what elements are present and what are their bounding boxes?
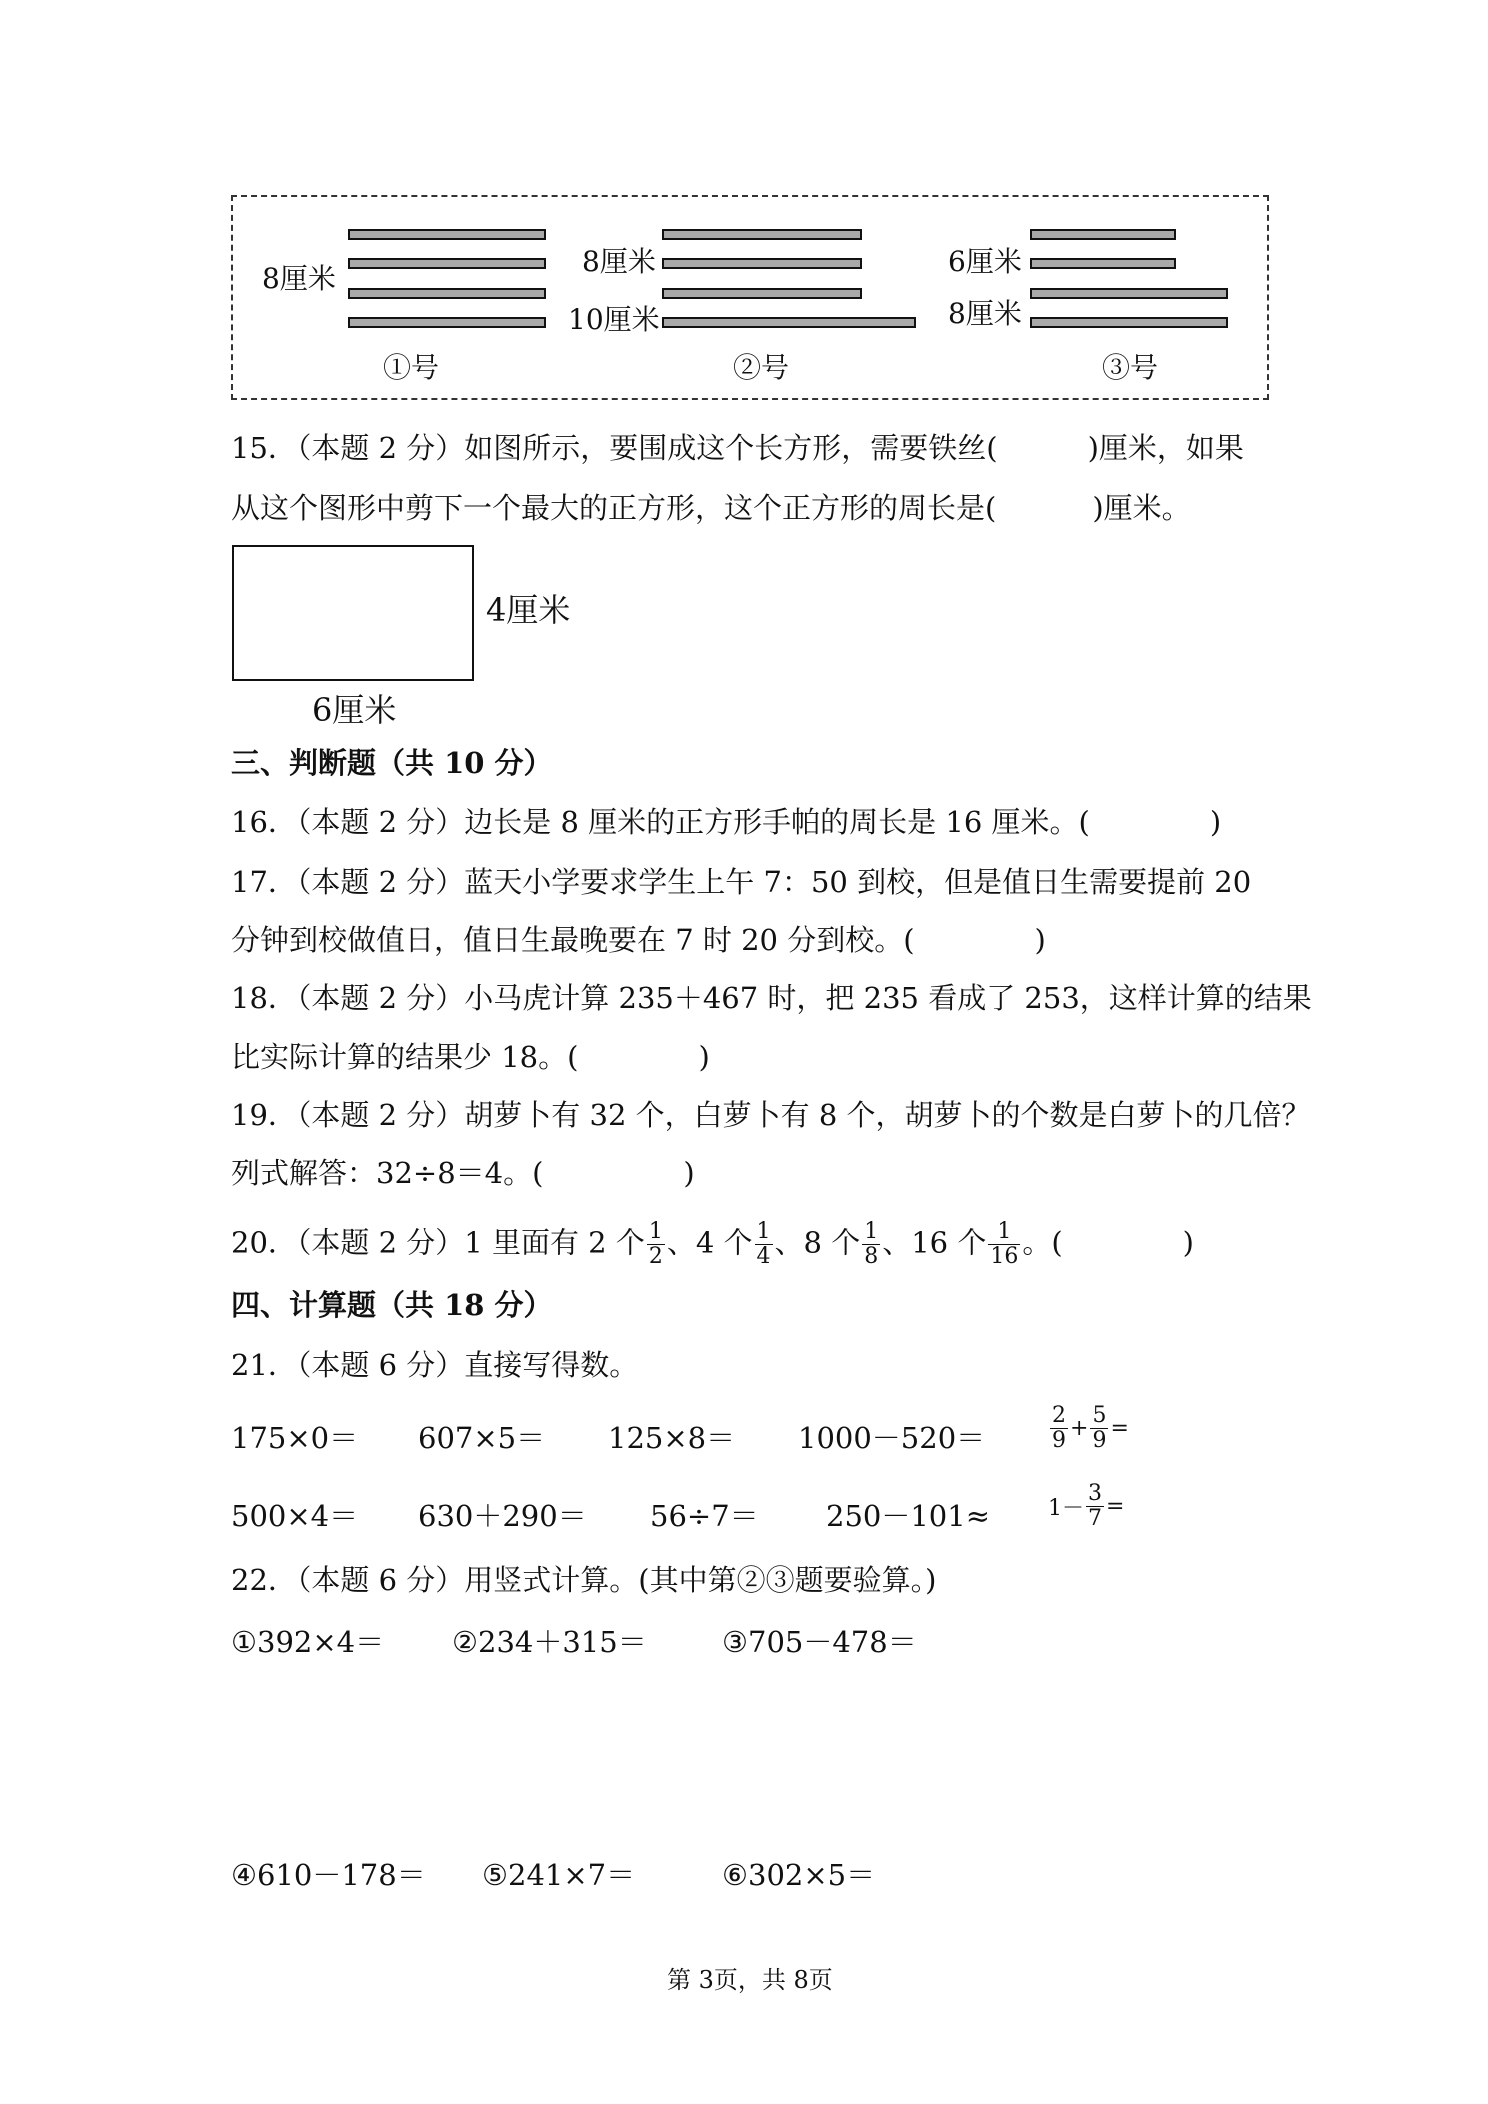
section3-title: 三、判断题（共 10 分） xyxy=(231,746,553,780)
q21-r1-c4: 1000－520＝ xyxy=(798,1421,986,1455)
q22-r2-c1: ④610－178＝ xyxy=(231,1858,426,1892)
q15-line2 xyxy=(231,488,1191,528)
q20-end: 。( xyxy=(1022,1225,1063,1260)
group2-caption: ②号 xyxy=(733,351,790,384)
fraction-numerator: 1 xyxy=(756,1219,771,1244)
q15-line2-end: )厘米。 xyxy=(1092,491,1191,525)
fraction-numerator: 3 xyxy=(1088,1481,1102,1506)
fraction-1-4 xyxy=(755,1220,773,1269)
q18-text: 比实际计算的结果少 18。( xyxy=(231,1040,579,1074)
fraction-5-9 xyxy=(1090,1404,1108,1453)
rectangle-figure xyxy=(232,545,474,681)
q22-r2-c3: ⑥302×5＝ xyxy=(722,1858,876,1892)
q21-title: 21．（本题 6 分）直接写得数。 xyxy=(231,1348,639,1382)
bar-2-4 xyxy=(662,317,916,328)
q20-sep3: 、16 个 xyxy=(882,1225,987,1260)
fraction-denominator: 16 xyxy=(990,1244,1019,1269)
bar-2-2 xyxy=(662,258,862,269)
rect-width-label: 6厘米 xyxy=(312,691,397,729)
fraction-numerator: 1 xyxy=(864,1219,879,1244)
q15-line2-text: 从这个图形中剪下一个最大的正方形，这个正方形的周长是( xyxy=(231,491,997,525)
bar-1-3 xyxy=(348,288,546,299)
fraction-numerator: 2 xyxy=(1052,1403,1066,1428)
q21-r2-c2: 630＋290＝ xyxy=(418,1499,587,1533)
one-minus: 1－ xyxy=(1048,1496,1084,1521)
fraction-1-16 xyxy=(988,1220,1020,1269)
q15-line1-end: )厘米，如果 xyxy=(1087,431,1244,465)
q18-line2 xyxy=(231,1037,710,1077)
section4-title: 四、计算题（共 18 分） xyxy=(231,1288,553,1322)
fraction-denominator: 7 xyxy=(1088,1506,1102,1531)
q22-r1-c2: ②234＋315＝ xyxy=(452,1625,647,1659)
q21-r2-c3: 56÷7＝ xyxy=(650,1499,759,1533)
q21-r1-c3: 125×8＝ xyxy=(608,1421,736,1455)
q15-line1-text: 15．（本题 2 分）如图所示，要围成这个长方形，需要铁丝( xyxy=(231,431,998,465)
group2-bottom-label: 10厘米 xyxy=(568,303,660,336)
bar-3-4 xyxy=(1030,317,1228,328)
bar-2-1 xyxy=(662,229,862,240)
q17-close: ) xyxy=(1034,923,1046,957)
bar-2-3 xyxy=(662,288,862,299)
q20-prefix: 20．（本题 2 分）1 里面有 2 个 xyxy=(231,1225,645,1260)
bar-3-2 xyxy=(1030,258,1176,269)
group1-length-label: 8厘米 xyxy=(262,262,336,295)
fraction-denominator: 8 xyxy=(864,1244,879,1269)
fraction-numerator: 1 xyxy=(988,1220,1020,1245)
q21-r2-c5 xyxy=(1048,1482,1124,1531)
q19-text: 列式解答：32÷8＝4。( xyxy=(231,1156,544,1190)
fraction-denominator: 4 xyxy=(756,1244,771,1269)
bar-3-3 xyxy=(1030,288,1228,299)
bar-1-4 xyxy=(348,317,546,328)
group3-caption: ③号 xyxy=(1102,351,1159,384)
q21-r1-c5 xyxy=(1048,1404,1129,1453)
q17-text: 分钟到校做值日，值日生最晚要在 7 时 20 分到校。( xyxy=(231,923,915,957)
q21-r1-c1: 175×0＝ xyxy=(231,1421,359,1455)
q18-line1: 18．（本题 2 分）小马虎计算 235＋467 时，把 235 看成了 253，这样计算的结果 xyxy=(231,981,1312,1015)
fraction-1-8 xyxy=(862,1220,880,1269)
q20 xyxy=(231,1220,1194,1269)
page-footer: 第 3页，共 8页 xyxy=(667,1966,833,1994)
q20-sep1: 、4 个 xyxy=(666,1225,753,1260)
q22-r1-c1: ①392×4＝ xyxy=(231,1625,385,1659)
group1-caption: ①号 xyxy=(383,351,440,384)
q16 xyxy=(231,802,1221,842)
equals-sign: = xyxy=(1106,1494,1125,1519)
q19-line2 xyxy=(231,1153,695,1193)
group3-bottom-label: 8厘米 xyxy=(948,297,1022,330)
plus-sign: + xyxy=(1070,1416,1089,1441)
fraction-denominator: 9 xyxy=(1052,1428,1066,1453)
bar-3-1 xyxy=(1030,229,1176,240)
q22-r2-c2: ⑤241×7＝ xyxy=(482,1858,636,1892)
q20-sep2: 、8 个 xyxy=(774,1225,861,1260)
q21-r2-c1: 500×4＝ xyxy=(231,1499,359,1533)
q15-line1 xyxy=(231,428,1244,468)
q19-close: ) xyxy=(683,1156,695,1190)
group3-top-label: 6厘米 xyxy=(948,245,1022,278)
fraction-denominator: 2 xyxy=(648,1244,663,1269)
fraction-3-7 xyxy=(1086,1482,1104,1531)
rect-height-label: 4厘米 xyxy=(486,591,571,629)
fraction-1-2 xyxy=(647,1220,665,1269)
q22-r1-c3: ③705－478＝ xyxy=(722,1625,917,1659)
q22-title: 22．（本题 6 分）用竖式计算。(其中第②③题要验算。) xyxy=(231,1563,937,1597)
bar-1-2 xyxy=(348,258,546,269)
q20-close: ) xyxy=(1182,1225,1194,1260)
q17-line1: 17．（本题 2 分）蓝天小学要求学生上午 7：50 到校，但是值日生需要提前 20 xyxy=(231,865,1252,899)
group2-top-label: 8厘米 xyxy=(582,245,656,278)
fraction-numerator: 5 xyxy=(1092,1403,1107,1428)
fraction-2-9 xyxy=(1050,1404,1068,1453)
q16-close: ) xyxy=(1209,805,1222,839)
q21-r1-c2: 607×5＝ xyxy=(418,1421,546,1455)
equals-sign: = xyxy=(1110,1416,1129,1441)
q16-text: 16．（本题 2 分）边长是 8 厘米的正方形手帕的周长是 16 厘米。( xyxy=(231,805,1090,839)
q18-close: ) xyxy=(698,1040,710,1074)
fraction-numerator: 1 xyxy=(648,1219,663,1244)
q21-r2-c4: 250－101≈ xyxy=(826,1499,991,1533)
bar-1-1 xyxy=(348,229,546,240)
q17-line2 xyxy=(231,920,1046,960)
fraction-denominator: 9 xyxy=(1092,1428,1107,1453)
q19-line1: 19．（本题 2 分）胡萝卜有 32 个，白萝卜有 8 个，胡萝卜的个数是白萝卜的几倍？ xyxy=(231,1098,1311,1132)
